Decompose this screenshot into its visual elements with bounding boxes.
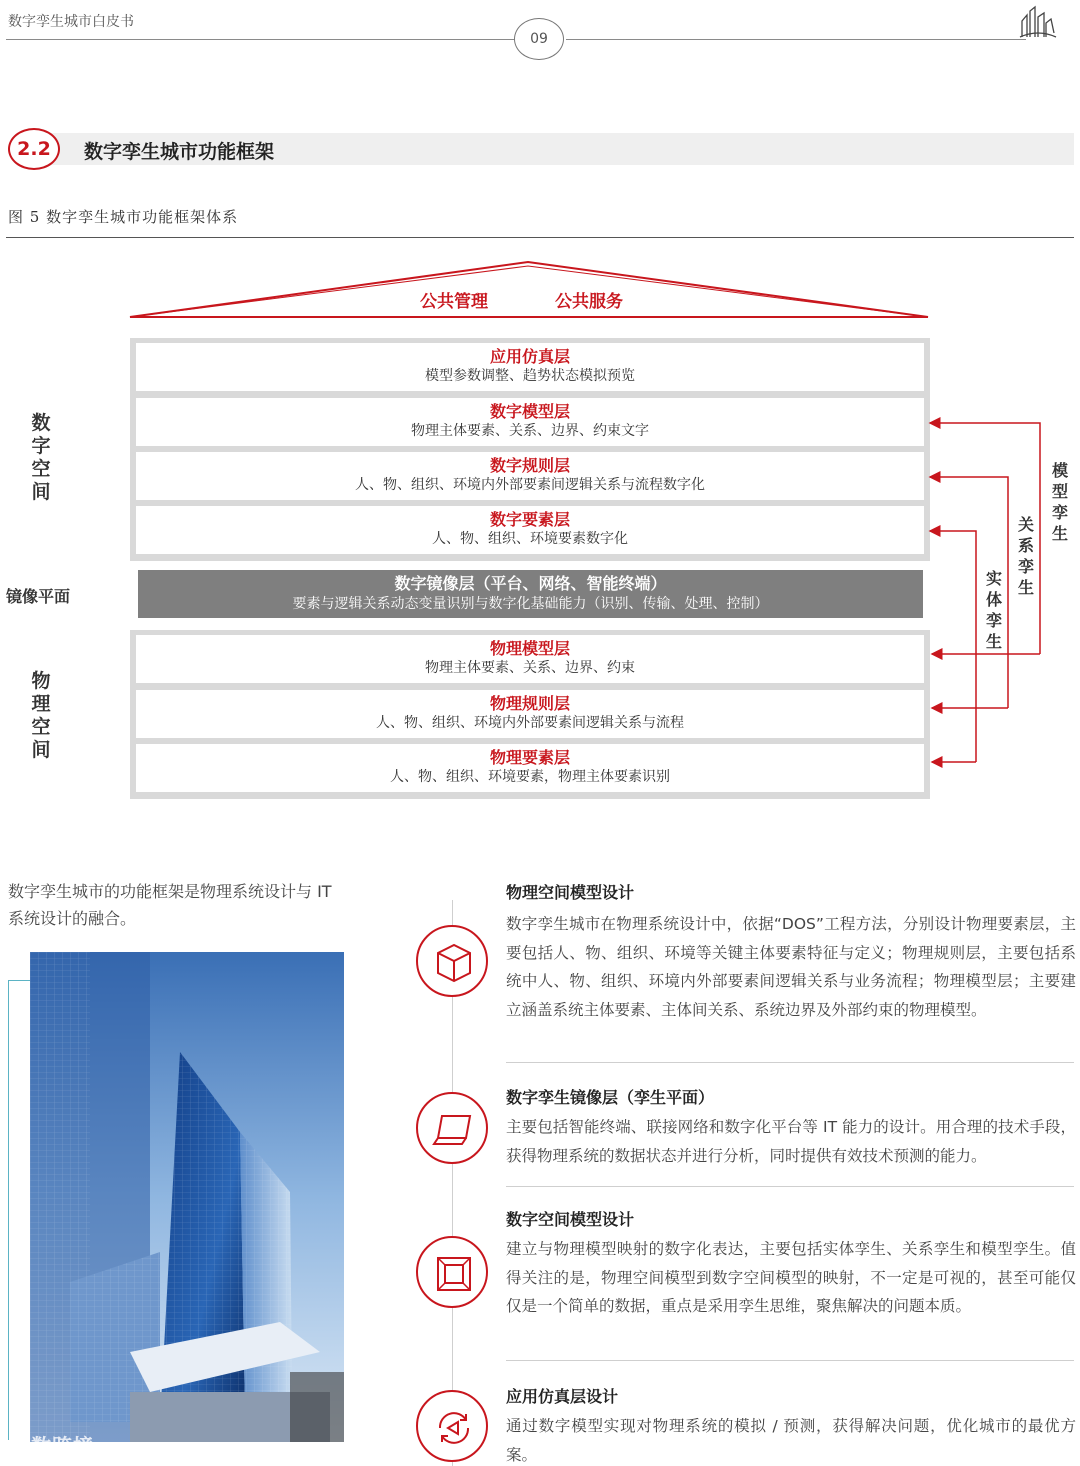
item-body: 主要包括智能终端、联接网络和数字化平台等 IT 能力的设计。用合理的技术手段，获得物理系统的数据状态并进行分析，同时提供有效技术预测的能力。 (506, 1118, 1076, 1165)
cube-icon (416, 925, 488, 997)
section-title: 数字孪生城市功能框架 (84, 141, 275, 163)
layer-title: 数字镜像层（平台、网络、智能终端） (394, 574, 667, 593)
skyscraper-photo (30, 952, 344, 1442)
item-heading: 数字空间模型设计 (506, 1210, 635, 1229)
intro-paragraph: 数字孪生城市的功能框架是物理系统设计与 IT 系统设计的融合。 (8, 882, 332, 928)
roof-label-public-service: 公共服务 (555, 292, 623, 312)
item-body: 通过数字模型实现对物理系统的模拟 / 预测，获得解决问题，优化城市的最优方案。 (506, 1417, 1076, 1464)
layer-title: 数字要素层 (489, 510, 570, 529)
layer-title: 数字模型层 (489, 402, 570, 421)
layer-title: 物理规则层 (489, 694, 570, 713)
layer-description: 人、物、组织、环境要素，物理主体要素识别 (390, 769, 670, 785)
label-model-twin: 模型孪生 (1051, 461, 1068, 543)
item-heading: 数字孪生镜像层（孪生平面） (506, 1088, 715, 1107)
section-number-badge: 2.2 (8, 128, 60, 170)
label-physical-space: 物理空间 (31, 670, 51, 761)
item-heading: 物理空间模型设计 (506, 883, 635, 902)
layer-title: 应用仿真层 (489, 347, 570, 366)
layer-title: 物理要素层 (489, 748, 570, 767)
label-entity-twin: 实体孪生 (985, 569, 1002, 651)
photo-frame-accent (8, 980, 30, 1440)
item-separator (506, 1360, 1074, 1361)
layer-description: 物理主体要素、关系、边界、约束文字 (411, 423, 649, 439)
label-mirror-plane: 镜像平面 (6, 587, 71, 606)
frame-icon (416, 1236, 488, 1308)
layer-title: 数字规则层 (489, 456, 570, 475)
cycle-play-icon (416, 1390, 488, 1462)
item-separator (506, 1062, 1074, 1063)
layer-description: 人、物、组织、环境内外部要素间逻辑关系与流程数字化 (355, 477, 705, 493)
laptop-icon (416, 1092, 488, 1164)
roof-label-public-management: 公共管理 (420, 292, 488, 312)
label-digital-space: 数字空间 (31, 412, 51, 503)
item-body: 建立与物理模型映射的数字化表达，主要包括实体孪生、关系孪生和模型孪生。值得关注的是，物理空间模型到数字空间模型的映射，不一定是可视的，甚至可能仅仅是一个简单的数据，重点是采用孪生思维，聚焦解决的问题本质。 (506, 1240, 1076, 1315)
layer-title: 物理模型层 (489, 639, 570, 658)
page-number: 09 (514, 18, 564, 60)
layer-description: 物理主体要素、关系、边界、约束 (425, 660, 635, 676)
figure-caption: 图 5 数字孪生城市功能框架体系 (8, 208, 239, 226)
layer-description: 要素与逻辑关系动态变量识别与数字化基础能力（识别、传输、处理、控制） (292, 596, 769, 612)
watermark: 大数跨境 (10, 1434, 94, 1458)
label-relation-twin: 关系孪生 (1017, 515, 1034, 597)
item-body: 数字孪生城市在物理系统设计中，依据“DOS”工程方法，分别设计物理要素层，主要包括人、物、组织、环境等关键主体要素特征与定义；物理规则层，主要包括系统中人、物、组织、环境内外部要素间逻辑关系与业务流程；物理模型层；主要建立涵盖系统主体要素、主体间关系、系统边界及外部约束的物理模型。 (506, 915, 1076, 1019)
document-title: 数字孪生城市白皮书 (8, 14, 134, 30)
layer-description: 人、物、组织、环境内外部要素间逻辑关系与流程 (376, 715, 684, 731)
layer-description: 人、物、组织、环境要素数字化 (432, 531, 628, 547)
item-heading: 应用仿真层设计 (506, 1387, 619, 1406)
item-separator (506, 1186, 1074, 1187)
layer-description: 模型参数调整、趋势状态模拟预览 (425, 368, 635, 384)
